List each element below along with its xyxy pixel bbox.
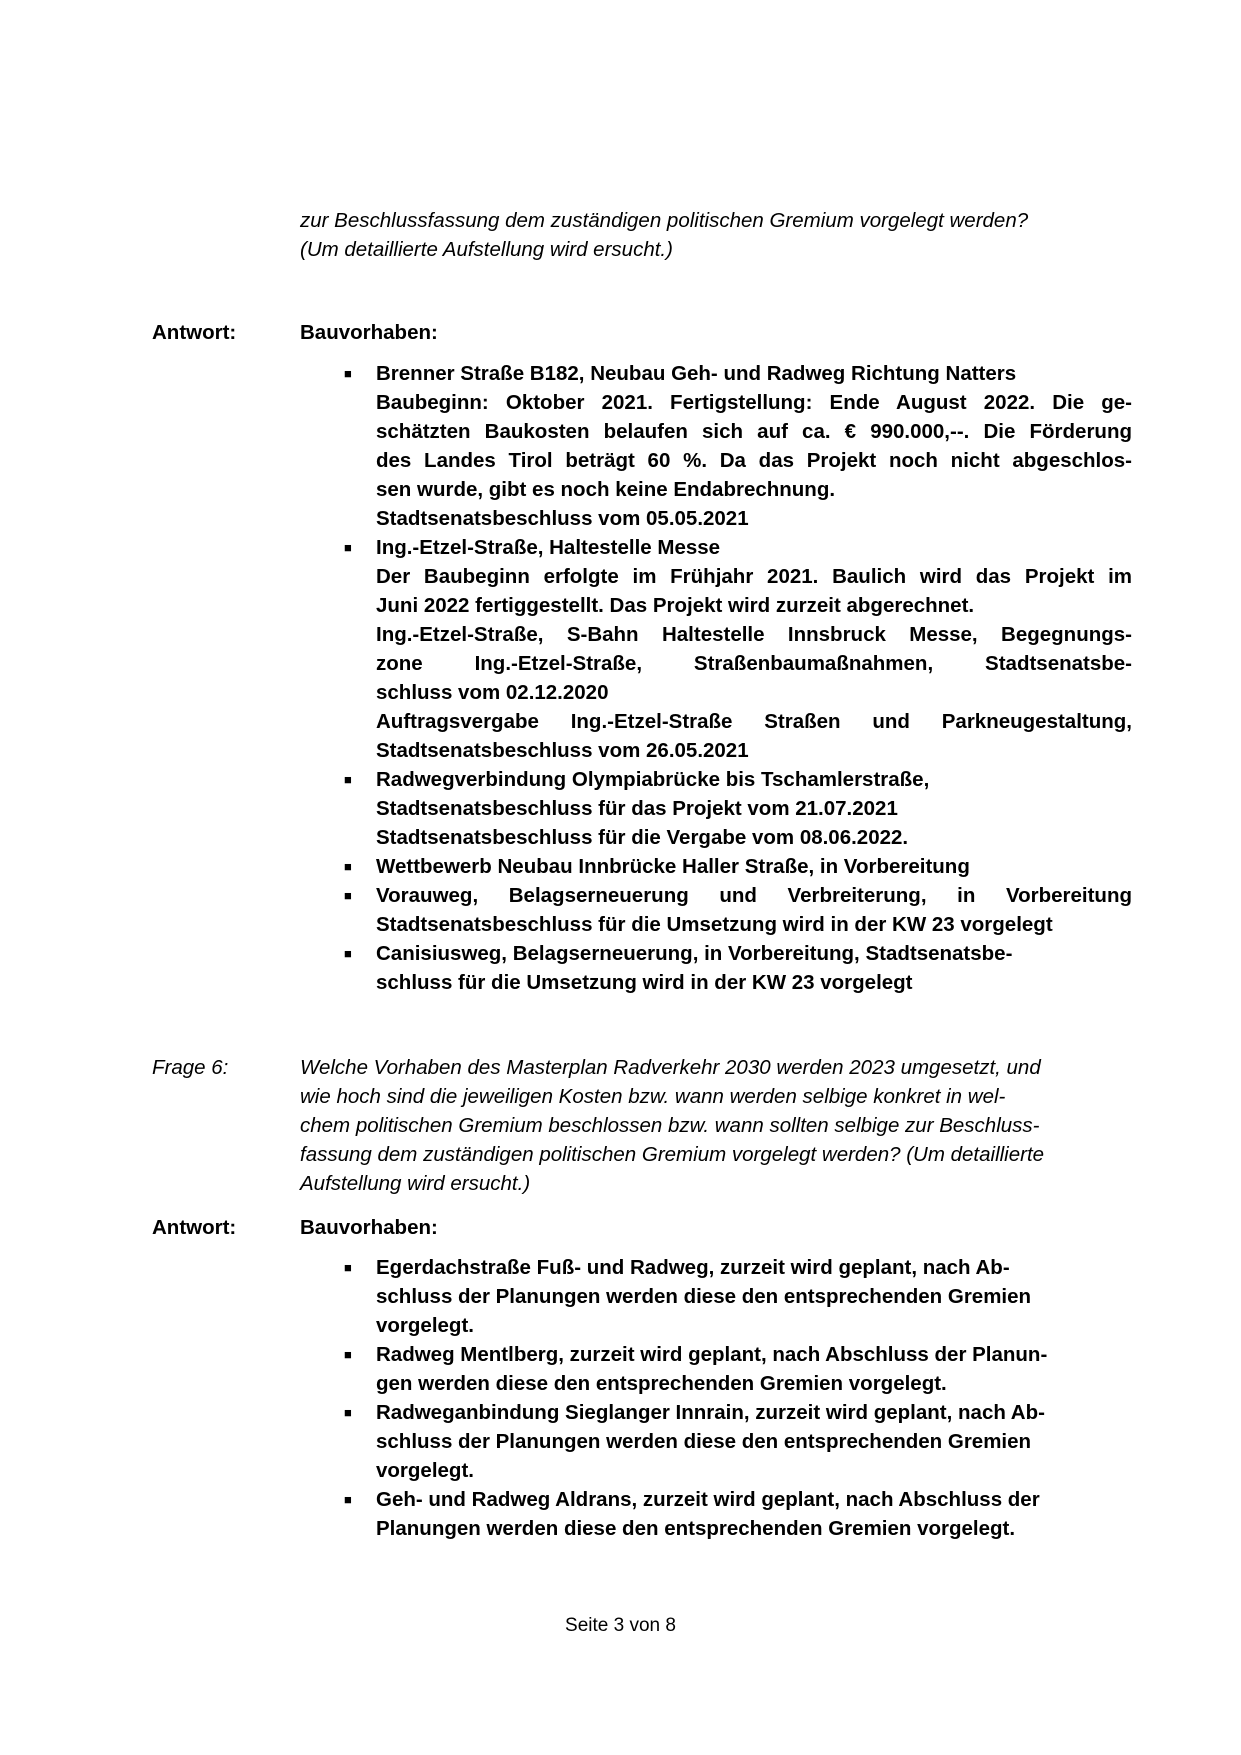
bullet-icon: ■ [344, 1492, 352, 1507]
text-line: Ing.-Etzel-Straße, Haltestelle Messe [376, 536, 721, 559]
text-line: Canisiusweg, Belagserneuerung, in Vorbereitung, Stadtsenatsbe- [376, 942, 1013, 965]
answer-label: Antwort: [152, 1216, 237, 1239]
list-item [342, 533, 1132, 765]
text-line: Radweg Mentlberg, zurzeit wird geplant, nach Abschluss der Planun- [376, 1343, 1048, 1366]
text-line: Baubeginn: Oktober 2021. Fertigstellung: Ende August 2022. Die ge- [376, 391, 1132, 414]
answer-heading: Bauvorhaben: [300, 1216, 438, 1239]
text-line: schätzten Baukosten belaufen sich auf ca. € 990.000,--. Die Förderung [376, 420, 1132, 443]
text-line: Welche Vorhaben des Masterplan Radverkehr 2030 werden 2023 umgesetzt, und [300, 1056, 1041, 1079]
bullet-icon: ■ [344, 1260, 352, 1275]
bullet-icon: ■ [344, 1405, 352, 1420]
text-line: Ing.-Etzel-Straße, S-Bahn Haltestelle Innsbruck Messe, Begegnungs- [376, 623, 1132, 646]
text-line: vorgelegt. [376, 1459, 474, 1482]
list-item [342, 359, 1132, 533]
text-line: fassung dem zuständigen politischen Gremium vorgelegt werden? (Um detaillierte [300, 1143, 1045, 1166]
text-line: Stadtsenatsbeschluss für die Vergabe vom 08.06.2022. [376, 826, 909, 849]
text-line: Der Baubeginn erfolgte im Frühjahr 2021. Baulich wird das Projekt im [376, 565, 1132, 588]
answer-label: Antwort: [152, 321, 237, 344]
bullet-icon: ■ [344, 946, 352, 961]
question-5-continuation [300, 206, 1130, 264]
text-line: Radwegverbindung Olympiabrücke bis Tschamlerstraße, [376, 768, 930, 791]
text-line: Juni 2022 fertiggestellt. Das Projekt wird zurzeit abgerechnet. [376, 594, 975, 617]
list-item [342, 765, 1132, 852]
text-line: gen werden diese den entsprechenden Gremien vorgelegt. [376, 1372, 947, 1395]
text-line: sen wurde, gibt es noch keine Endabrechnung. [376, 478, 836, 501]
text-line: Stadtsenatsbeschluss für das Projekt vom 21.07.2021 [376, 797, 898, 820]
list-item [342, 939, 1132, 997]
text-line: Geh- und Radweg Aldrans, zurzeit wird geplant, nach Abschluss der [376, 1488, 1040, 1511]
text-line: (Um detaillierte Aufstellung wird ersucht.) [300, 238, 673, 261]
list-item [342, 1398, 1132, 1485]
bullet-icon: ■ [344, 859, 352, 874]
bullet-icon: ■ [344, 540, 352, 555]
bullet-icon: ■ [344, 888, 352, 903]
page-number-footer: Seite 3 von 8 [565, 1615, 676, 1636]
list-item [342, 1485, 1132, 1543]
text-line: des Landes Tirol beträgt 60 %. Da das Projekt noch nicht abgeschlos- [376, 449, 1132, 472]
text-line: Vorauweg, Belagserneuerung und Verbreiterung, in Vorbereitung [376, 884, 1132, 907]
question-6-text [300, 1053, 1130, 1198]
list-item [342, 1340, 1132, 1398]
text-line: Egerdachstraße Fuß- und Radweg, zurzeit wird geplant, nach Ab- [376, 1256, 1010, 1279]
text-line: Auftragsvergabe Ing.-Etzel-Straße Straßen und Parkneugestaltung, [376, 710, 1132, 733]
list-item [342, 1253, 1132, 1340]
text-line: Wettbewerb Neubau Innbrücke Haller Straße, in Vorbereitung [376, 855, 970, 878]
text-line: zur Beschlussfassung dem zuständigen politischen Gremium vorgelegt werden? [300, 209, 1029, 232]
bullet-icon: ■ [344, 772, 352, 787]
list-item [342, 852, 1132, 881]
text-line: schluss vom 02.12.2020 [376, 681, 609, 704]
text-line: Brenner Straße B182, Neubau Geh- und Radweg Richtung Natters [376, 362, 1017, 385]
text-line: Stadtsenatsbeschluss vom 26.05.2021 [376, 739, 749, 762]
question-label: Frage 6: [152, 1056, 229, 1079]
text-line: Radweganbindung Sieglanger Innrain, zurzeit wird geplant, nach Ab- [376, 1401, 1045, 1424]
text-line: vorgelegt. [376, 1314, 474, 1337]
text-line: Stadtsenatsbeschluss vom 05.05.2021 [376, 507, 749, 530]
answer-5-list [342, 359, 1132, 997]
text-line: Aufstellung wird ersucht.) [300, 1172, 531, 1195]
text-line: schluss der Planungen werden diese den entsprechenden Gremien [376, 1285, 1032, 1308]
answer-6-list [342, 1253, 1132, 1543]
text-line: zone Ing.-Etzel-Straße, Straßenbaumaßnahmen, Stadtsenatsbe- [376, 652, 1132, 675]
list-item [342, 881, 1132, 939]
text-line: wie hoch sind die jeweiligen Kosten bzw. wann werden selbige konkret in wel- [300, 1085, 1006, 1108]
text-line: schluss der Planungen werden diese den entsprechenden Gremien [376, 1430, 1032, 1453]
bullet-icon: ■ [344, 366, 352, 381]
text-line: schluss für die Umsetzung wird in der KW 23 vorgelegt [376, 971, 913, 994]
text-line: chem politischen Gremium beschlossen bzw. wann sollten selbige zur Beschluss- [300, 1114, 1040, 1137]
text-line: Stadtsenatsbeschluss für die Umsetzung wird in der KW 23 vorgelegt [376, 913, 1053, 936]
bullet-icon: ■ [344, 1347, 352, 1362]
answer-heading: Bauvorhaben: [300, 321, 438, 344]
text-line: Planungen werden diese den entsprechenden Gremien vorgelegt. [376, 1517, 1016, 1540]
